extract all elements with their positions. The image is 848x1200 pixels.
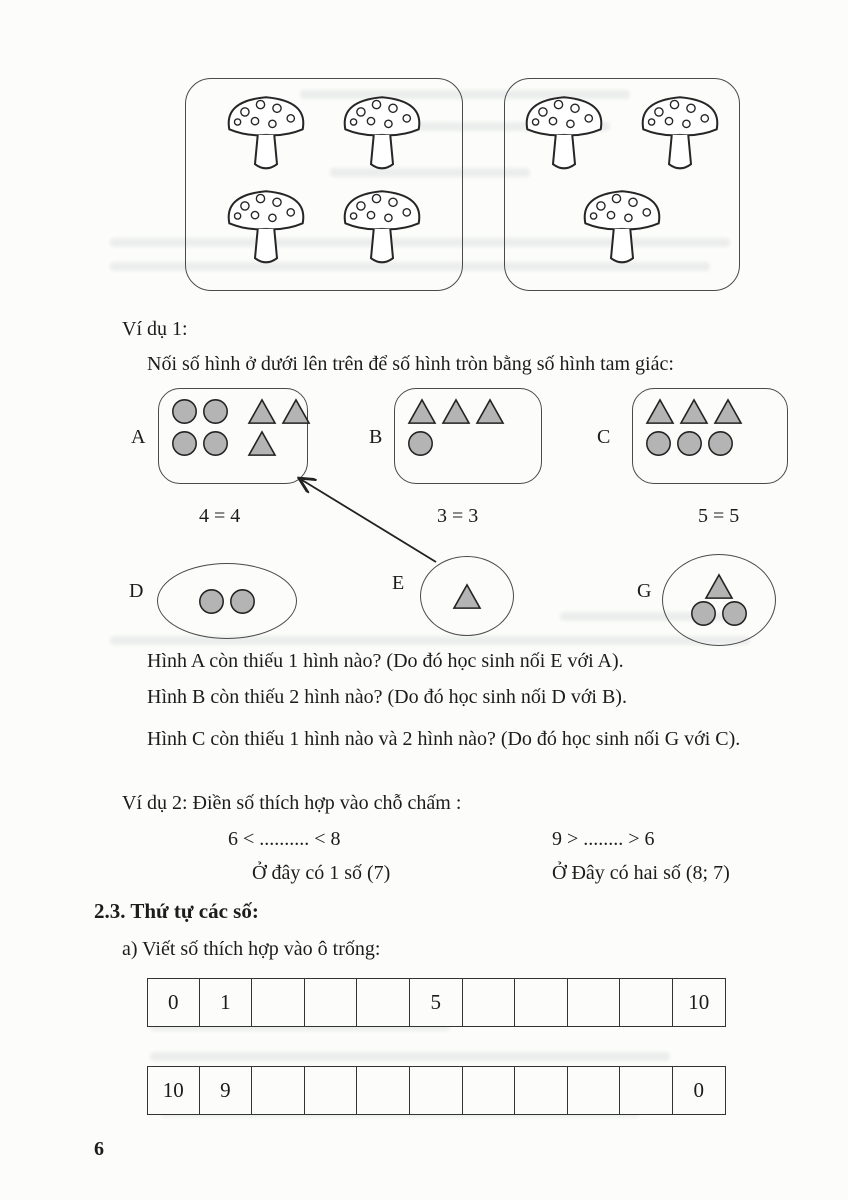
shape-box-c (632, 388, 788, 484)
example2-right-expression: 9 > ........ > 6 (552, 828, 655, 850)
shape-row (171, 398, 295, 425)
circle-shape (202, 398, 229, 425)
example2-left-expression: 6 < .......... < 8 (228, 828, 341, 850)
example2-left-note: Ở đây có 1 số (7) (252, 862, 391, 884)
triangle-shape (645, 398, 675, 425)
circle-shape (721, 600, 748, 627)
example2-label: Ví dụ 2: Điền số thích hợp vào chỗ chấm : (122, 792, 462, 814)
box-b-equation: 3 = 3 (437, 505, 479, 527)
section-heading: 2.3. Thứ tự các số: (94, 899, 259, 923)
bleedthrough-artifact (150, 1052, 670, 1061)
shape-box-b (394, 388, 542, 484)
number-cell: 0 (673, 1066, 726, 1115)
number-cell (252, 1066, 305, 1115)
oval-d-label: D (129, 580, 144, 602)
number-cell (568, 1066, 621, 1115)
number-cell (620, 1066, 673, 1115)
mushroom-row (517, 89, 727, 177)
box-a-equation: 4 = 4 (199, 505, 241, 527)
number-cell (410, 1066, 463, 1115)
number-cell (305, 1066, 358, 1115)
triangle-shape (247, 430, 277, 457)
shape-row (407, 430, 529, 457)
shape-row (171, 430, 295, 457)
question-a: Hình A còn thiếu 1 hình nào? (Do đó học sinh nối E với A). (147, 650, 624, 672)
shape-row (704, 573, 734, 600)
circle-shape (645, 430, 672, 457)
shape-row (645, 398, 775, 425)
number-cell (357, 978, 410, 1027)
circle-shape (171, 430, 198, 457)
triangle-shape (475, 398, 505, 425)
oval-g (662, 554, 776, 646)
mushroom-row (219, 89, 429, 177)
number-cell (620, 978, 673, 1027)
number-cell (305, 978, 358, 1027)
number-cell: 1 (200, 978, 253, 1027)
number-cell: 9 (200, 1066, 253, 1115)
mushroom-icon (633, 89, 727, 177)
section-subheading: a) Viết số thích hợp vào ô trống: (122, 938, 381, 960)
example2-right-note: Ở Đây có hai số (8; 7) (552, 862, 730, 884)
number-cell (463, 1066, 516, 1115)
oval-e (420, 556, 514, 636)
box-c-equation: 5 = 5 (698, 505, 740, 527)
question-c: Hình C còn thiếu 1 hình nào và 2 hình nào? (Do đó học sinh nối G với C). (147, 728, 741, 750)
triangle-shape (704, 573, 734, 600)
circle-shape (690, 600, 717, 627)
number-cell (463, 978, 516, 1027)
mushroom-icon (219, 183, 313, 271)
triangle-shape (452, 583, 482, 610)
oval-g-label: G (637, 580, 652, 602)
example1-instruction: Nối số hình ở dưới lên trên để số hình tròn bằng số hình tam giác: (147, 353, 674, 375)
box-c-label: C (597, 426, 611, 448)
number-strip-descending (147, 1066, 726, 1115)
number-cell: 10 (147, 1066, 200, 1115)
triangle-shape (679, 398, 709, 425)
number-cell (515, 1066, 568, 1115)
number-cell (252, 978, 305, 1027)
mushroom-row (219, 183, 429, 271)
shape-row (198, 588, 256, 615)
oval-e-label: E (392, 572, 405, 594)
mushroom-icon (219, 89, 313, 177)
number-cell (515, 978, 568, 1027)
circle-shape (171, 398, 198, 425)
shape-row (690, 600, 748, 627)
circle-shape (202, 430, 229, 457)
number-cell (357, 1066, 410, 1115)
mushroom-row (575, 183, 669, 271)
shape-box-a (158, 388, 308, 484)
number-cell: 0 (147, 978, 200, 1027)
number-strip-ascending (147, 978, 726, 1027)
shape-row (645, 430, 775, 457)
number-cell (568, 978, 621, 1027)
box-a-label: A (131, 426, 146, 448)
shape-row (452, 583, 482, 610)
example1-label: Ví dụ 1: (122, 318, 188, 340)
mushroom-icon (335, 89, 429, 177)
triangle-shape (441, 398, 471, 425)
triangle-shape (407, 398, 437, 425)
mushroom-box-left (185, 78, 463, 291)
circle-shape (676, 430, 703, 457)
page-number: 6 (94, 1138, 104, 1160)
mushroom-icon (517, 89, 611, 177)
mushroom-icon (335, 183, 429, 271)
circle-shape (229, 588, 256, 615)
shape-row (407, 398, 529, 425)
triangle-shape (281, 398, 311, 425)
number-cell: 5 (410, 978, 463, 1027)
mushroom-box-right (504, 78, 740, 291)
triangle-shape (247, 398, 277, 425)
question-b: Hình B còn thiếu 2 hình nào? (Do đó học sinh nối D với B). (147, 686, 627, 708)
circle-shape (407, 430, 434, 457)
mushroom-icon (575, 183, 669, 271)
circle-shape (198, 588, 225, 615)
oval-d (157, 563, 297, 639)
triangle-shape (713, 398, 743, 425)
circle-shape (707, 430, 734, 457)
number-cell: 10 (673, 978, 726, 1027)
box-b-label: B (369, 426, 383, 448)
